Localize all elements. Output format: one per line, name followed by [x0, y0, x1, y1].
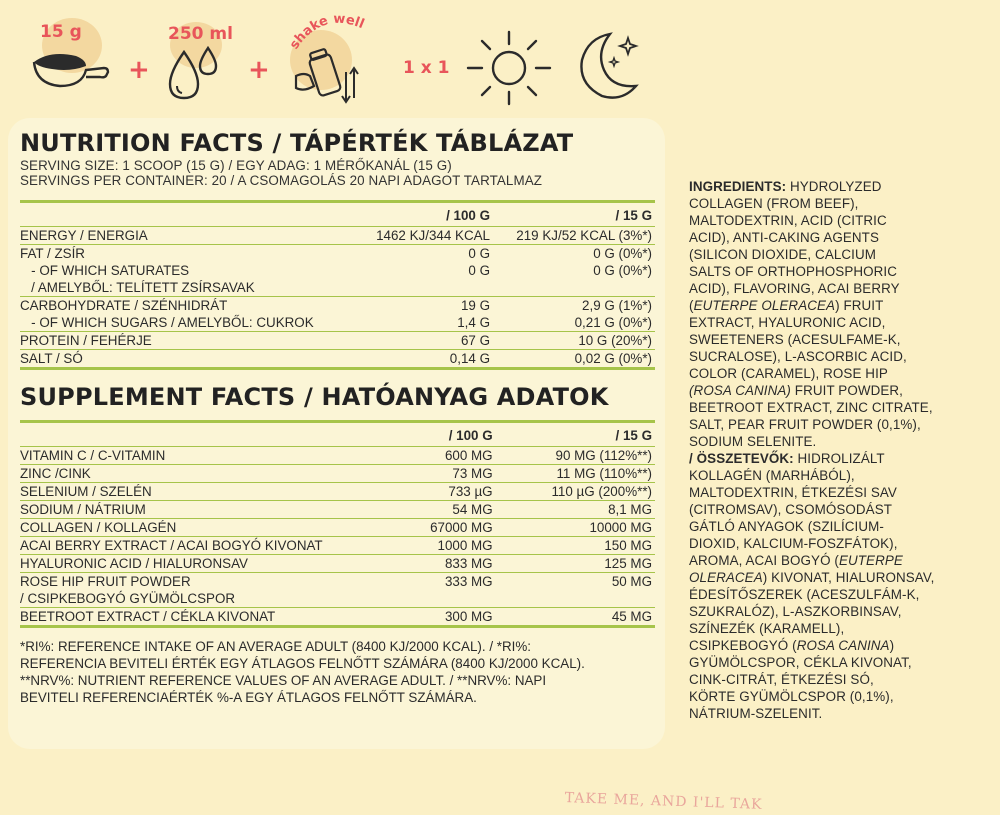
- dose-label: 15 g: [40, 22, 82, 42]
- value-per-serving: 110 µG (200%**): [493, 483, 655, 501]
- row-label: HYALURONIC ACID / HIALURONSAV: [20, 555, 323, 573]
- ingredient-line: [689, 603, 989, 620]
- nutrition-row: [20, 227, 655, 245]
- ingredient-line: [689, 416, 989, 433]
- water-drops-icon: [160, 46, 230, 104]
- supplement-row: [20, 608, 655, 627]
- value-per-serving: 150 MG: [493, 537, 655, 555]
- value-per-serving: 8,1 MG: [493, 501, 655, 519]
- supplement-row: [20, 465, 655, 483]
- supplement-row: [20, 501, 655, 519]
- ingredient-text: (SILICON DIOXIDE, CALCIUM: [689, 247, 877, 262]
- supplement-row: [20, 519, 655, 537]
- ingredient-line: [689, 263, 989, 280]
- nutrition-row: [20, 262, 655, 279]
- ingredient-text: CSIPKEBOGYÓ (: [689, 638, 797, 653]
- value-per-100g: 19 G: [460, 298, 490, 313]
- ingredient-text: MALTODEXTRIN, ÉTKEZÉSI SAV: [689, 485, 897, 500]
- ingredient-line: [689, 450, 989, 467]
- ingredient-text: COLLAGEN (FROM BEEF),: [689, 196, 859, 211]
- ingredient-text: EUTERPE OLERACEA: [693, 298, 836, 313]
- value-per-serving: 0,21 G (0%*): [490, 314, 655, 332]
- value-per-serving: 50 MG: [611, 574, 652, 589]
- ingredient-text: OLERACEA: [689, 570, 763, 585]
- ingredient-line: [689, 688, 989, 705]
- row-label: ENERGY / ENERGIA: [20, 227, 320, 245]
- nutrition-row: [20, 314, 655, 332]
- value-per-100g: 1,4 G: [320, 314, 490, 332]
- row-label: ACAI BERRY EXTRACT / ACAI BOGYÓ KIVONAT: [20, 538, 323, 553]
- ingredient-text: ÉDESÍTŐSZEREK (ACESZULFÁM-K,: [689, 587, 920, 602]
- ingredient-text: EUTERPE: [838, 553, 903, 568]
- value-per-100g: 67000 MG: [323, 519, 493, 537]
- ingredient-line: [689, 518, 989, 535]
- ingredients-heading: INGREDIENTS:: [689, 179, 787, 194]
- supplement-row: [20, 573, 655, 591]
- ingredient-text: NÁTRIUM-SZELENIT.: [689, 706, 823, 721]
- ingredient-text: HIDROLIZÁLT: [793, 451, 885, 466]
- value-per-100g: 0 G: [468, 246, 490, 261]
- supplement-row: [20, 555, 655, 573]
- value-per-serving: 90 MG (112%**): [493, 447, 655, 465]
- note-line: BEVITELI REFERENCIAÉRTÉK %-A EGY ÁTLAGOS FELNŐTT SZÁMÁRA.: [20, 690, 477, 705]
- value-per-100g: 1462 KJ/344 KCAL: [320, 227, 490, 245]
- row-label: / AMELYBŐL: TELÍTETT ZSÍRSAVAK: [20, 279, 320, 297]
- ingredient-line: [689, 314, 989, 331]
- ingredients-text: [689, 178, 989, 722]
- note-line: REFERENCIA BEVITELI ÉRTÉK EGY ÁTLAGOS FELNŐTT SZÁMÁRA (8400 KJ/2000 KCAL).: [20, 656, 585, 671]
- supplement-row: [20, 590, 655, 608]
- ingredient-line: [689, 246, 989, 263]
- ingredient-line: [689, 365, 989, 382]
- ingredient-line: [689, 620, 989, 637]
- row-label: VITAMIN C / C-VITAMIN: [20, 447, 323, 465]
- note-line: **NRV%: NUTRIENT REFERENCE VALUES OF AN AVERAGE ADULT. / **NRV%: NAPI: [20, 673, 547, 688]
- value-per-serving: 45 MG: [493, 608, 655, 627]
- value-per-100g: 54 MG: [323, 501, 493, 519]
- supplement-row: [20, 483, 655, 501]
- row-label: CARBOHYDRATE / SZÉNHIDRÁT: [20, 298, 228, 313]
- supplement-row: [20, 537, 655, 555]
- row-label: - OF WHICH SATURATES: [20, 263, 190, 278]
- supplement-row: [20, 447, 655, 465]
- ingredient-line: [689, 654, 989, 671]
- ingredient-text: GÁTLÓ ANYAGOK (SZILÍCIUM-: [689, 519, 884, 534]
- ingredient-line: [689, 484, 989, 501]
- row-label: SODIUM / NÁTRIUM: [20, 501, 323, 519]
- ingredient-line: [689, 331, 989, 348]
- ingredient-text: SUCRALOSE), L-ASCORBIC ACID,: [689, 349, 907, 364]
- value-per-serving: [490, 279, 655, 297]
- ingredient-text: (CITROMSAV), CSOMÓSODÁST: [689, 502, 893, 517]
- ingredient-line: [689, 671, 989, 688]
- tagline: TAKE ME, AND I'LL TAK: [564, 790, 763, 813]
- frequency-label: 1 x 1: [403, 58, 450, 78]
- ingredient-line: [689, 382, 989, 399]
- ingredient-text: SALTS OF ORTHOPHOSPHORIC: [689, 264, 897, 279]
- ingredient-line: [689, 637, 989, 654]
- value-per-serving: 2,9 G (1%*): [582, 298, 652, 313]
- sun-icon: [466, 28, 552, 108]
- value-per-serving: 0,02 G (0%*): [490, 350, 655, 369]
- row-label: ROSE HIP FRUIT POWDER: [20, 574, 191, 589]
- nutrition-title: NUTRITION FACTS / TÁPÉRTÉK TÁBLÁZAT: [20, 129, 574, 157]
- water-label: 250 ml: [168, 24, 233, 44]
- value-per-100g: 333 MG: [444, 574, 493, 589]
- value-per-serving: 125 MG: [493, 555, 655, 573]
- plus-sign-2: +: [248, 55, 270, 85]
- ingredient-text: KÖRTE GYÜMÖLCSPOR (0,1%),: [689, 689, 894, 704]
- value-per-100g: [323, 590, 493, 608]
- value-per-serving: 10000 MG: [493, 519, 655, 537]
- ingredient-text: CINK-CITRÁT, ÉTKEZÉSI SÓ,: [689, 672, 874, 687]
- usage-instructions: [0, 0, 680, 115]
- row-label: SELENIUM / SZELÉN: [20, 483, 323, 501]
- ingredient-text: ACID), FLAVORING, ACAI BERRY: [689, 281, 900, 296]
- value-per-100g: 73 MG: [323, 465, 493, 483]
- ingredient-text: EXTRACT, HYALURONIC ACID,: [689, 315, 886, 330]
- value-per-100g: 67 G: [320, 332, 490, 350]
- ingredient-line: [689, 229, 989, 246]
- reference-notes: [20, 638, 655, 706]
- row-label: ZINC /CINK: [20, 465, 323, 483]
- value-per-100g: 1000 MG: [323, 537, 493, 555]
- value-per-serving: [493, 590, 655, 608]
- value-per-serving: 219 KJ/52 KCAL (3%*): [490, 227, 655, 245]
- nutrition-table: [20, 203, 655, 370]
- scoop-icon: [30, 44, 110, 94]
- row-label: BEETROOT EXTRACT / CÉKLA KIVONAT: [20, 608, 323, 627]
- ingredient-text: (ROSA CANINA): [689, 383, 791, 398]
- ingredient-line: [689, 501, 989, 518]
- supplement-title: SUPPLEMENT FACTS / HATÓANYAG ADATOK: [20, 383, 609, 411]
- ingredient-text: ) KIVONAT, HIALURONSAV,: [762, 570, 935, 585]
- ingredient-text: ROSA CANINA: [796, 638, 890, 653]
- value-per-serving: 0 G (0%*): [593, 246, 652, 261]
- value-per-100g: 733 µG: [323, 483, 493, 501]
- ingredient-line: [689, 399, 989, 416]
- ingredient-text: (: [689, 298, 694, 313]
- row-label: / CSIPKEBOGYÓ GYÜMÖLCSPOR: [20, 590, 323, 608]
- ingredient-line: [689, 178, 989, 195]
- ingredient-text: BEETROOT EXTRACT, ZINC CITRATE,: [689, 400, 933, 415]
- ingredient-text: ACID), ANTI-CAKING AGENTS: [689, 230, 879, 245]
- ingredient-text: SODIUM SELENITE.: [689, 434, 817, 449]
- ingredient-text: SZUKRALÓZ), L-ASZKORBINSAV,: [689, 604, 902, 619]
- value-per-100g: [320, 279, 490, 297]
- value-per-100g: 0,14 G: [320, 350, 490, 369]
- nutrition-row: [20, 332, 655, 350]
- nutrition-row: [20, 297, 655, 315]
- row-label: FAT / ZSÍR: [20, 246, 85, 261]
- nutrition-row: [20, 279, 655, 297]
- nutrition-panel: [8, 118, 665, 749]
- value-per-serving: 11 MG (110%**): [493, 465, 655, 483]
- supplement-col-15g: / 15 G: [493, 423, 655, 447]
- ingredient-line: [689, 212, 989, 229]
- nutrition-col-100g: / 100 G: [320, 203, 490, 227]
- servings-per-container: SERVINGS PER CONTAINER: 20 / A CSOMAGOLÁS 20 NAPI ADAGOT TARTALMAZ: [20, 173, 543, 188]
- ingredient-line: [689, 348, 989, 365]
- ingredient-text: GYÜMÖLCSPOR, CÉKLA KIVONAT,: [689, 655, 912, 670]
- ingredient-text: SZÍNEZÉK (KARAMELL),: [689, 621, 845, 636]
- ingredient-text: FRUIT POWDER,: [790, 383, 903, 398]
- ingredient-line: [689, 586, 989, 603]
- row-label: - OF WHICH SUGARS / AMELYBŐL: CUKROK: [20, 314, 320, 332]
- ingredient-line: [689, 705, 989, 722]
- row-label: SALT / SÓ: [20, 350, 320, 369]
- value-per-serving: 0 G (0%*): [593, 263, 652, 278]
- row-label: PROTEIN / FEHÉRJE: [20, 332, 320, 350]
- ingredient-line: [689, 433, 989, 450]
- supplement-table: [20, 423, 655, 628]
- nutrition-row: [20, 245, 655, 263]
- supplement-col-100g: / 100 G: [323, 423, 493, 447]
- ingredients-heading: / ÖSSZETEVŐK:: [689, 451, 794, 466]
- ingredient-text: SWEETENERS (ACESULFAME-K,: [689, 332, 901, 347]
- ingredient-line: [689, 569, 989, 586]
- value-per-100g: 833 MG: [323, 555, 493, 573]
- ingredient-text: DIOXID, KALCIUM-FOSZFÁTOK),: [689, 536, 898, 551]
- ingredient-line: [689, 195, 989, 212]
- value-per-serving: 10 G (20%*): [490, 332, 655, 350]
- nutrition-header-row: [20, 203, 655, 227]
- ingredient-text: MALTODEXTRIN, ACID (CITRIC: [689, 213, 887, 228]
- supplement-header-row: [20, 423, 655, 447]
- value-per-100g: 300 MG: [323, 608, 493, 627]
- nutrition-row: [20, 350, 655, 369]
- ingredient-text: AROMA, ACAI BOGYÓ (: [689, 553, 839, 568]
- moon-icon: [572, 30, 646, 104]
- value-per-100g: 600 MG: [323, 447, 493, 465]
- serving-size: SERVING SIZE: 1 SCOOP (15 G) / EGY ADAG: 1 MÉRŐKANÁL (15 G): [20, 158, 452, 173]
- ingredient-line: [689, 297, 989, 314]
- nutrition-col-15g: / 15 G: [490, 203, 655, 227]
- ingredient-text: HYDROLYZED: [786, 179, 882, 194]
- shaker-icon: [290, 46, 370, 108]
- ingredient-line: [689, 467, 989, 484]
- plus-sign-1: +: [128, 55, 150, 85]
- ingredient-text: ): [889, 638, 895, 653]
- ingredient-text: SALT, PEAR FRUIT POWDER (0,1%),: [689, 417, 921, 432]
- ingredient-text: KOLLAGÉN (MARHÁBÓL),: [689, 468, 855, 483]
- ingredient-line: [689, 280, 989, 297]
- shake-well-label: shake well: [287, 11, 367, 53]
- row-label: COLLAGEN / KOLLAGÉN: [20, 519, 323, 537]
- ingredient-text: COLOR (CARAMEL), ROSE HIP: [689, 366, 888, 381]
- value-per-100g: 0 G: [468, 263, 490, 278]
- ingredient-text: ) FRUIT: [835, 298, 884, 313]
- ingredient-line: [689, 552, 989, 569]
- note-line: *RI%: REFERENCE INTAKE OF AN AVERAGE ADULT (8400 KJ/2000 KCAL). / *RI%:: [20, 639, 531, 654]
- ingredient-line: [689, 535, 989, 552]
